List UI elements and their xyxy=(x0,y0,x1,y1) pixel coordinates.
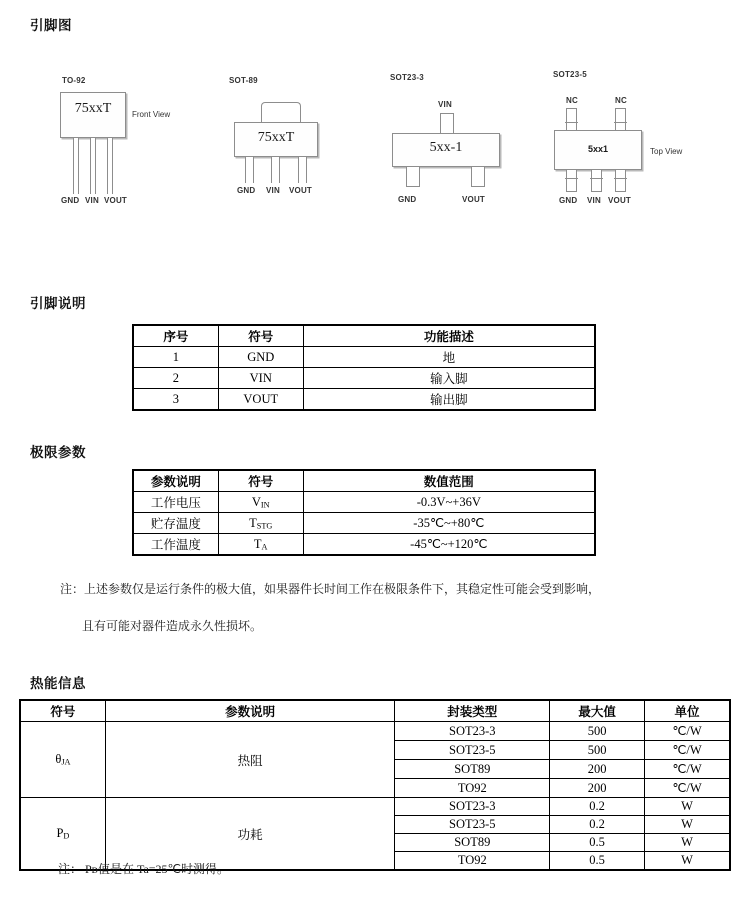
sot23-5-lead-nc-1 xyxy=(566,108,577,131)
table-row xyxy=(21,722,730,741)
thermal-param: 功耗 xyxy=(105,798,395,870)
pin-symbol: VIN xyxy=(218,368,303,389)
sot89-pin-label-vout: VOUT xyxy=(289,186,313,195)
thermal-param: 热阻 xyxy=(105,722,395,798)
col-header-range: 数值范围 xyxy=(303,471,594,492)
sot23-5-lead-nc-2 xyxy=(615,108,626,131)
max-value: 0.5 xyxy=(550,834,645,852)
note-line-1: 注：上述参数仅是运行条件的极大值，如果器件长时间工作在极限条件下，其稳定性可能会受到影响， xyxy=(60,581,601,596)
unit-value: W xyxy=(645,798,730,816)
max-value: 500 xyxy=(550,741,645,760)
to92-pin-label-gnd: GND xyxy=(61,196,80,205)
unit-value: W xyxy=(645,852,730,870)
unit-value: W xyxy=(645,816,730,834)
param-symbol xyxy=(218,492,303,513)
sot23-3-pin-label-gnd: GND xyxy=(398,195,417,204)
col-header-symbol: 符号 xyxy=(21,701,106,722)
param-name: 工作电压 xyxy=(134,492,219,513)
pin-no: 2 xyxy=(134,368,219,389)
symbol-subscript: STG xyxy=(256,520,273,530)
pin-desc: 输出脚 xyxy=(303,389,594,410)
col-header-package: 封装类型 xyxy=(395,701,550,722)
to92-lead-1 xyxy=(73,138,79,194)
pin-description-heading: 引脚说明 xyxy=(30,296,86,311)
pin-desc: 输入脚 xyxy=(303,368,594,389)
col-header-param: 参数说明 xyxy=(134,471,219,492)
sot23-5-lead-nc-2-crossbar xyxy=(614,122,627,123)
sot23-5-lead-vin xyxy=(591,170,602,192)
table-row xyxy=(134,492,595,513)
unit-value: ℃/W xyxy=(645,722,730,741)
param-symbol xyxy=(218,513,303,534)
sot23-5-pin-label-gnd: GND xyxy=(559,196,578,205)
param-range: -45℃~+120℃ xyxy=(303,534,594,555)
table-header-row xyxy=(134,471,595,492)
absolute-maximum-table xyxy=(133,470,595,555)
sot23-5-pin-label-vin: VIN xyxy=(587,196,601,205)
max-value: 500 xyxy=(550,722,645,741)
symbol-base: V xyxy=(251,494,261,509)
sot23-5-lead-vout-crossbar xyxy=(614,178,627,179)
sot89-pin-label-gnd: GND xyxy=(237,186,256,195)
sot23-5-view-label: Top View xyxy=(650,147,683,156)
to92-part-marking: 75xxT xyxy=(74,101,112,116)
sot89-lead-2 xyxy=(271,157,280,183)
table-row xyxy=(134,389,595,410)
col-header-unit: 单位 xyxy=(645,701,730,722)
to92-lead-2 xyxy=(90,138,96,194)
table-header-row xyxy=(21,701,730,722)
thermal-symbol xyxy=(21,722,106,798)
pin-symbol: VOUT xyxy=(218,389,303,410)
max-value: 200 xyxy=(550,779,645,798)
note-line-2: 且有可能对器件造成永久性损坏。 xyxy=(82,618,263,633)
package-label-to92: TO-92 xyxy=(62,76,86,85)
sot23-5-pin-label-nc-2: NC xyxy=(615,96,627,105)
package-type: SOT89 xyxy=(395,760,550,779)
table-row xyxy=(134,513,595,534)
to92-lead-3 xyxy=(107,138,113,194)
sot23-5-pin-label-nc-1: NC xyxy=(566,96,578,105)
thermal-information-heading: 热能信息 xyxy=(30,676,86,691)
absolute-maximum-heading: 极限参数 xyxy=(30,445,86,460)
absolute-maximum-note xyxy=(60,561,710,654)
max-value: 200 xyxy=(550,760,645,779)
to92-view-label: Front View xyxy=(132,110,171,119)
unit-value: ℃/W xyxy=(645,779,730,798)
col-header-no: 序号 xyxy=(134,326,219,347)
package-type: TO92 xyxy=(395,779,550,798)
pin-desc: 地 xyxy=(303,347,594,368)
symbol-subscript: JA xyxy=(61,757,71,767)
package-type: SOT23-3 xyxy=(395,722,550,741)
max-value: 0.5 xyxy=(550,852,645,870)
sot89-heat-tab xyxy=(261,102,301,123)
col-header-desc: 功能描述 xyxy=(303,326,594,347)
thermal-symbol xyxy=(21,798,106,870)
symbol-base: P xyxy=(56,826,64,840)
table-header-row xyxy=(134,326,595,347)
sot23-3-lead-top xyxy=(440,113,454,134)
param-name: 工作温度 xyxy=(134,534,219,555)
param-symbol xyxy=(218,534,303,555)
sot89-part-marking: 75xxT xyxy=(257,130,295,145)
to92-pin-label-vout: VOUT xyxy=(104,196,128,205)
package-type: SOT23-5 xyxy=(395,741,550,760)
max-value: 0.2 xyxy=(550,798,645,816)
col-header-max: 最大值 xyxy=(550,701,645,722)
pin-description-table xyxy=(133,325,595,410)
sot23-3-pin-label-vout: VOUT xyxy=(462,195,486,204)
pin-symbol: GND xyxy=(218,347,303,368)
package-label-sot23-3: SOT23-3 xyxy=(390,73,424,82)
symbol-base: T xyxy=(253,536,262,551)
sot23-3-lead-gnd xyxy=(406,167,420,187)
pinout-section-heading: 引脚图 xyxy=(30,18,72,33)
symbol-subscript: A xyxy=(261,541,268,551)
table-row xyxy=(134,534,595,555)
sot89-lead-1 xyxy=(245,157,254,183)
col-header-symbol: 符号 xyxy=(218,471,303,492)
sot23-3-lead-vout xyxy=(471,167,485,187)
sot89-pin-label-vin: VIN xyxy=(266,186,280,195)
sot23-5-part-marking: 5xx1 xyxy=(587,144,609,154)
symbol-base: T xyxy=(249,515,257,530)
sot23-5-lead-nc-1-crossbar xyxy=(565,122,578,123)
package-type: SOT23-3 xyxy=(395,798,550,816)
pin-no: 3 xyxy=(134,389,219,410)
thermal-information-note: 注： Pᴅ值是在 Ta=25℃时测得。 xyxy=(58,862,230,876)
max-value: 0.2 xyxy=(550,816,645,834)
thermal-information-table xyxy=(20,700,730,870)
symbol-subscript: D xyxy=(63,831,70,841)
param-name: 贮存温度 xyxy=(134,513,219,534)
symbol-subscript: IN xyxy=(260,499,270,509)
unit-value: ℃/W xyxy=(645,741,730,760)
param-range: -0.3V~+36V xyxy=(303,492,594,513)
sot23-3-part-marking: 5xx-1 xyxy=(429,140,463,155)
unit-value: W xyxy=(645,834,730,852)
col-header-param: 参数说明 xyxy=(105,701,395,722)
col-header-symbol: 符号 xyxy=(218,326,303,347)
sot23-5-lead-gnd-crossbar xyxy=(565,178,578,179)
sot23-5-lead-gnd xyxy=(566,170,577,192)
sot23-5-lead-vout xyxy=(615,170,626,192)
pin-no: 1 xyxy=(134,347,219,368)
sot23-5-lead-vin-crossbar xyxy=(590,178,603,179)
package-type: SOT23-5 xyxy=(395,816,550,834)
unit-value: ℃/W xyxy=(645,760,730,779)
sot23-3-pin-label-vin: VIN xyxy=(438,100,452,109)
symbol-base: θ xyxy=(55,752,62,766)
table-row xyxy=(21,798,730,816)
package-type: SOT89 xyxy=(395,834,550,852)
package-type: TO92 xyxy=(395,852,550,870)
package-label-sot89: SOT-89 xyxy=(229,76,258,85)
to92-pin-label-vin: VIN xyxy=(85,196,99,205)
table-row xyxy=(134,347,595,368)
table-row xyxy=(134,368,595,389)
sot89-lead-3 xyxy=(298,157,307,183)
param-range: -35℃~+80℃ xyxy=(303,513,594,534)
package-label-sot23-5: SOT23-5 xyxy=(553,70,587,79)
sot23-5-pin-label-vout: VOUT xyxy=(608,196,632,205)
